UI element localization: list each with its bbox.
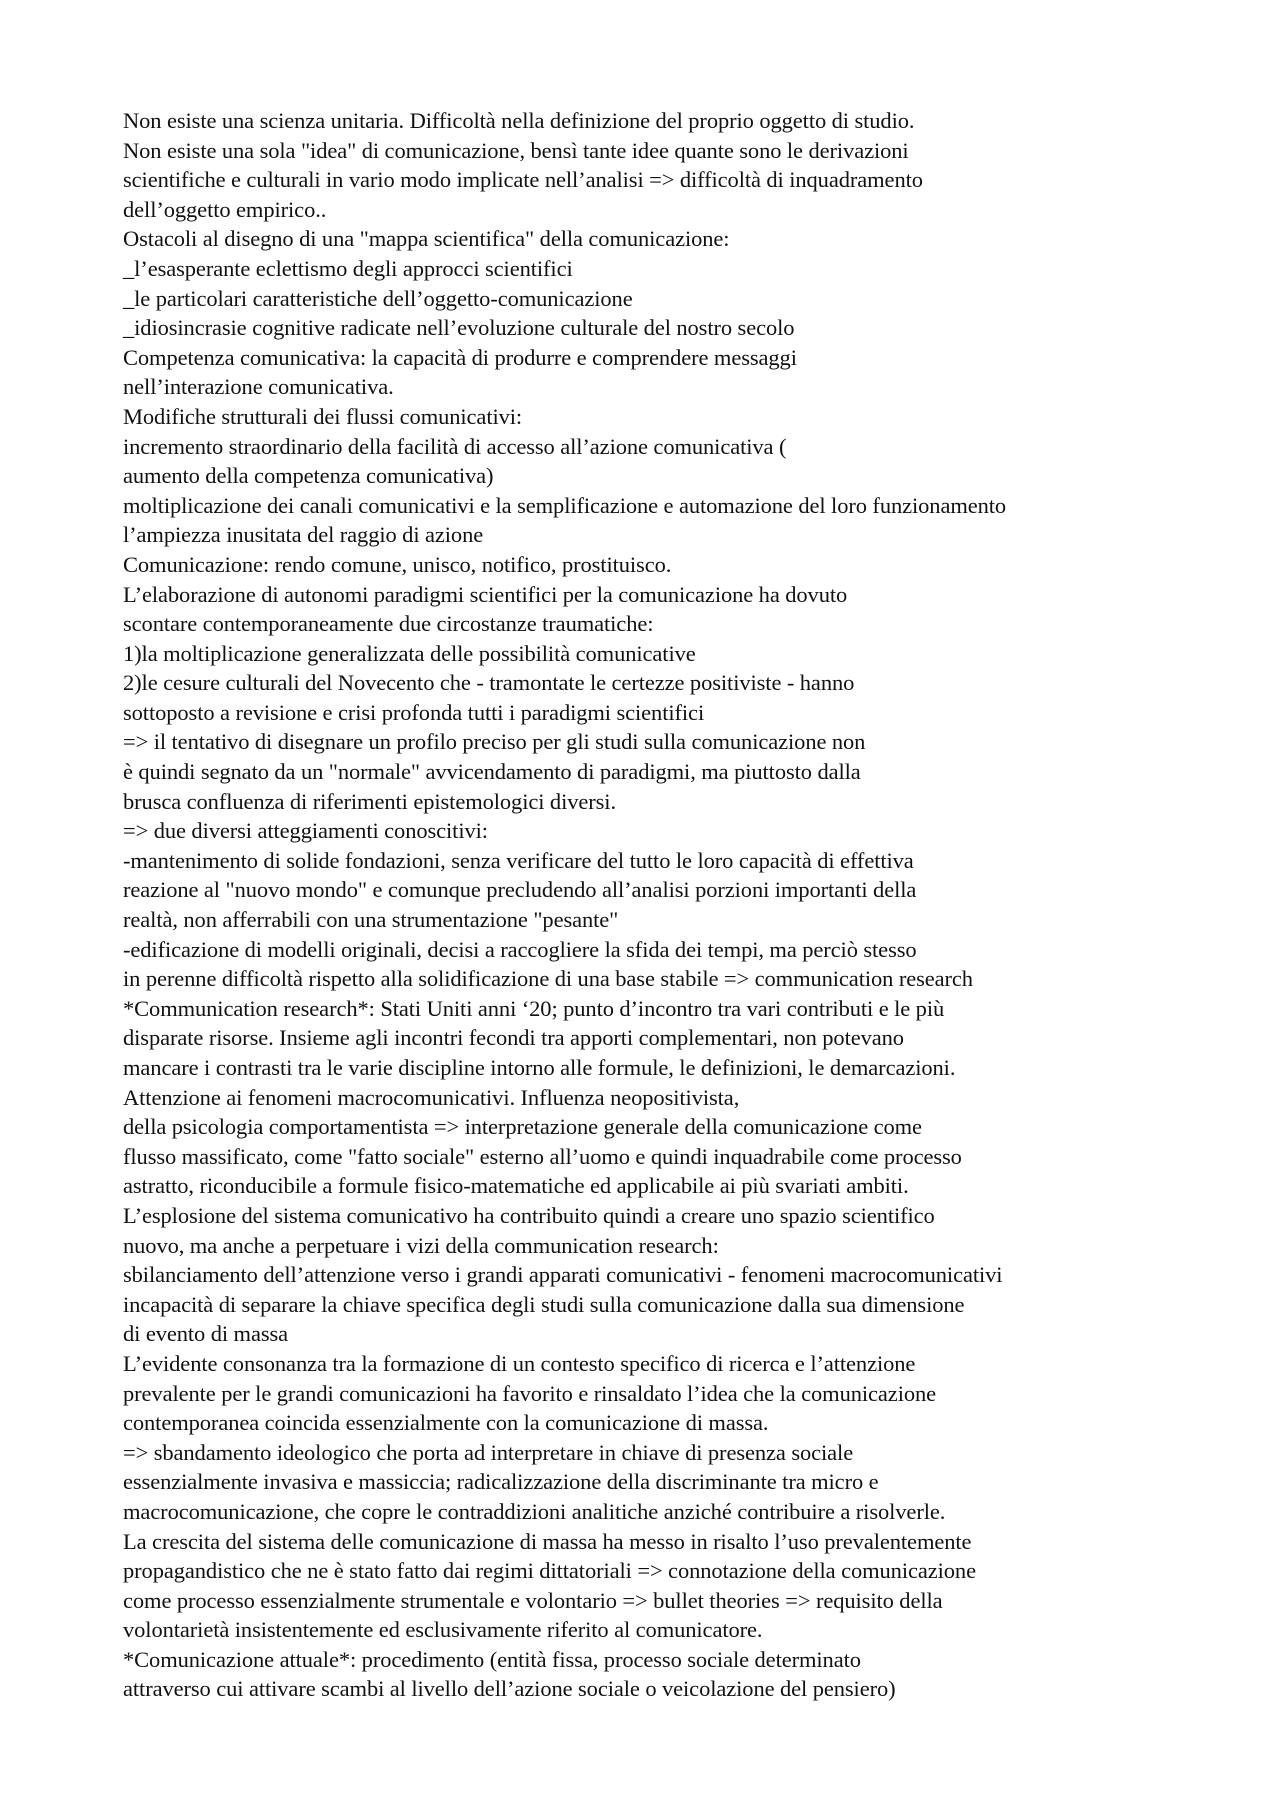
- text-line: -mantenimento di solide fondazioni, senza verificare del tutto le loro capacità di effettiva: [123, 847, 914, 873]
- text-line: contemporanea coincida essenzialmente con la comunicazione di massa.: [123, 1410, 769, 1436]
- text-line: sbilanciamento dell’attenzione verso i grandi apparati comunicativi - fenomeni macrocomunicativi: [123, 1262, 1003, 1288]
- text-line: attraverso cui attivare scambi al livello dell’azione sociale o veicolazione del pensiero): [123, 1676, 896, 1702]
- text-line: essenzialmente invasiva e massiccia; radicalizzazione della discriminante tra micro e: [123, 1469, 879, 1495]
- text-line: propagandistico che ne è stato fatto dai regimi dittatoriali => connotazione della comunicazione: [123, 1558, 976, 1584]
- text-line: Non esiste una sola "idea" di comunicazione, bensì tante idee quante sono le derivazioni: [123, 137, 909, 163]
- text-line: incapacità di separare la chiave specifica degli studi sulla comunicazione dalla sua dimensione: [123, 1291, 965, 1317]
- text-line: sottoposto a revisione e crisi profonda tutti i paradigmi scientifici: [123, 699, 705, 725]
- text-line: => due diversi atteggiamenti conoscitivi:: [123, 818, 488, 844]
- text-line: Ostacoli al disegno di una "mappa scientifica" della comunicazione:: [123, 226, 730, 252]
- text-line: volontarietà insistentemente ed esclusivamente riferito al comunicatore.: [123, 1617, 763, 1643]
- text-line: _l’esasperante eclettismo degli approcci scientifici: [123, 255, 573, 281]
- text-line: della psicologia comportamentista => interpretazione generale della comunicazione come: [123, 1114, 922, 1140]
- text-line: _le particolari caratteristiche dell’oggetto-comunicazione: [123, 285, 633, 311]
- text-line: l’ampiezza inusitata del raggio di azione: [123, 522, 484, 548]
- text-line: reazione al "nuovo mondo" e comunque precludendo all’analisi porzioni importanti della: [123, 877, 917, 903]
- text-line: -edificazione di modelli originali, decisi a raccogliere la sfida dei tempi, ma perciò stesso: [123, 936, 917, 962]
- document-body: [123, 106, 1243, 1704]
- text-line: Modifiche strutturali dei flussi comunicativi:: [123, 403, 523, 429]
- text-line: nuovo, ma anche a perpetuare i vizi della communication research:: [123, 1232, 719, 1258]
- text-line: mancare i contrasti tra le varie discipline intorno alle formule, le definizioni, le demarcazioni.: [123, 1055, 956, 1080]
- text-line: scientifiche e culturali in vario modo implicate nell’analisi => difficoltà di inquadramento: [123, 167, 923, 193]
- text-line: L’elaborazione di autonomi paradigmi scientifici per la comunicazione ha dovuto: [123, 581, 848, 607]
- text-line: nell’interazione comunicativa.: [123, 374, 394, 400]
- text-line: prevalente per le grandi comunicazioni ha favorito e rinsaldato l’idea che la comunicazione: [123, 1380, 937, 1406]
- text-line: Competenza comunicativa: la capacità di produrre e comprendere messaggi: [123, 344, 797, 370]
- text-line: macrocomunicazione, che copre le contraddizioni analitiche anziché contribuire a risolverle.: [123, 1498, 946, 1524]
- text-line: brusca confluenza di riferimenti epistemologici diversi.: [123, 788, 616, 814]
- text-line: astratto, riconducibile a formule fisico-matematiche ed applicabile ai più svariati ambiti.: [123, 1173, 909, 1199]
- text-line: incremento straordinario della facilità di accesso all’azione comunicativa (: [123, 433, 787, 459]
- text-line: *Comunicazione attuale*: procedimento (entità fissa, processo sociale determinato: [123, 1646, 861, 1672]
- text-line: realtà, non afferrabili con una strumentazione "pesante": [123, 907, 619, 933]
- text-line: di evento di massa: [123, 1321, 289, 1347]
- text-line: in perenne difficoltà rispetto alla solidificazione di una base stabile => communication research: [123, 966, 973, 992]
- text-line: come processo essenzialmente strumentale e volontario => bullet theories => requisito della: [123, 1587, 943, 1613]
- text-line: scontare contemporaneamente due circostanze traumatiche:: [123, 611, 654, 637]
- text-line: *Communication research*: Stati Uniti anni ‘20; punto d’incontro tra vari contributi e le più: [123, 995, 945, 1021]
- text-line: flusso massificato, come "fatto sociale" esterno all’uomo e quindi inquadrabile come processo: [123, 1143, 962, 1169]
- text-line: La crescita del sistema delle comunicazione di massa ha messo in risalto l’uso prevalentemente: [123, 1528, 972, 1554]
- text-line: _idiosincrasie cognitive radicate nell’evoluzione culturale del nostro secolo: [123, 315, 795, 341]
- text-line: aumento della competenza comunicativa): [123, 463, 494, 489]
- text-line: 2)le cesure culturali del Novecento che - tramontate le certezze positiviste - hanno: [123, 670, 855, 696]
- text-line: 1)la moltiplicazione generalizzata delle possibilità comunicative: [123, 640, 696, 666]
- text-line: è quindi segnato da un "normale" avvicendamento di paradigmi, ma piuttosto dalla: [123, 759, 861, 785]
- text-line: dell’oggetto empirico..: [123, 196, 327, 222]
- text-line: => sbandamento ideologico che porta ad interpretare in chiave di presenza sociale: [123, 1439, 854, 1465]
- text-line: L’evidente consonanza tra la formazione di un contesto specifico di ricerca e l’attenzione: [123, 1350, 916, 1376]
- text-line: Attenzione ai fenomeni macrocomunicativi. Influenza neopositivista,: [123, 1084, 740, 1110]
- text-line: disparate risorse. Insieme agli incontri fecondi tra apporti complementari, non potevano: [123, 1025, 904, 1051]
- text-line: => il tentativo di disegnare un profilo preciso per gli studi sulla comunicazione non: [123, 729, 866, 755]
- text-line: Non esiste una scienza unitaria. Difficoltà nella definizione del proprio oggetto di studio.: [123, 108, 915, 133]
- text-line: moltiplicazione dei canali comunicativi e la semplificazione e automazione del loro funzionamento: [123, 492, 1007, 518]
- text-line: L’esplosione del sistema comunicativo ha contribuito quindi a creare uno spazio scientifico: [123, 1202, 935, 1228]
- text-line: Comunicazione: rendo comune, unisco, notifico, prostituisco.: [123, 551, 672, 577]
